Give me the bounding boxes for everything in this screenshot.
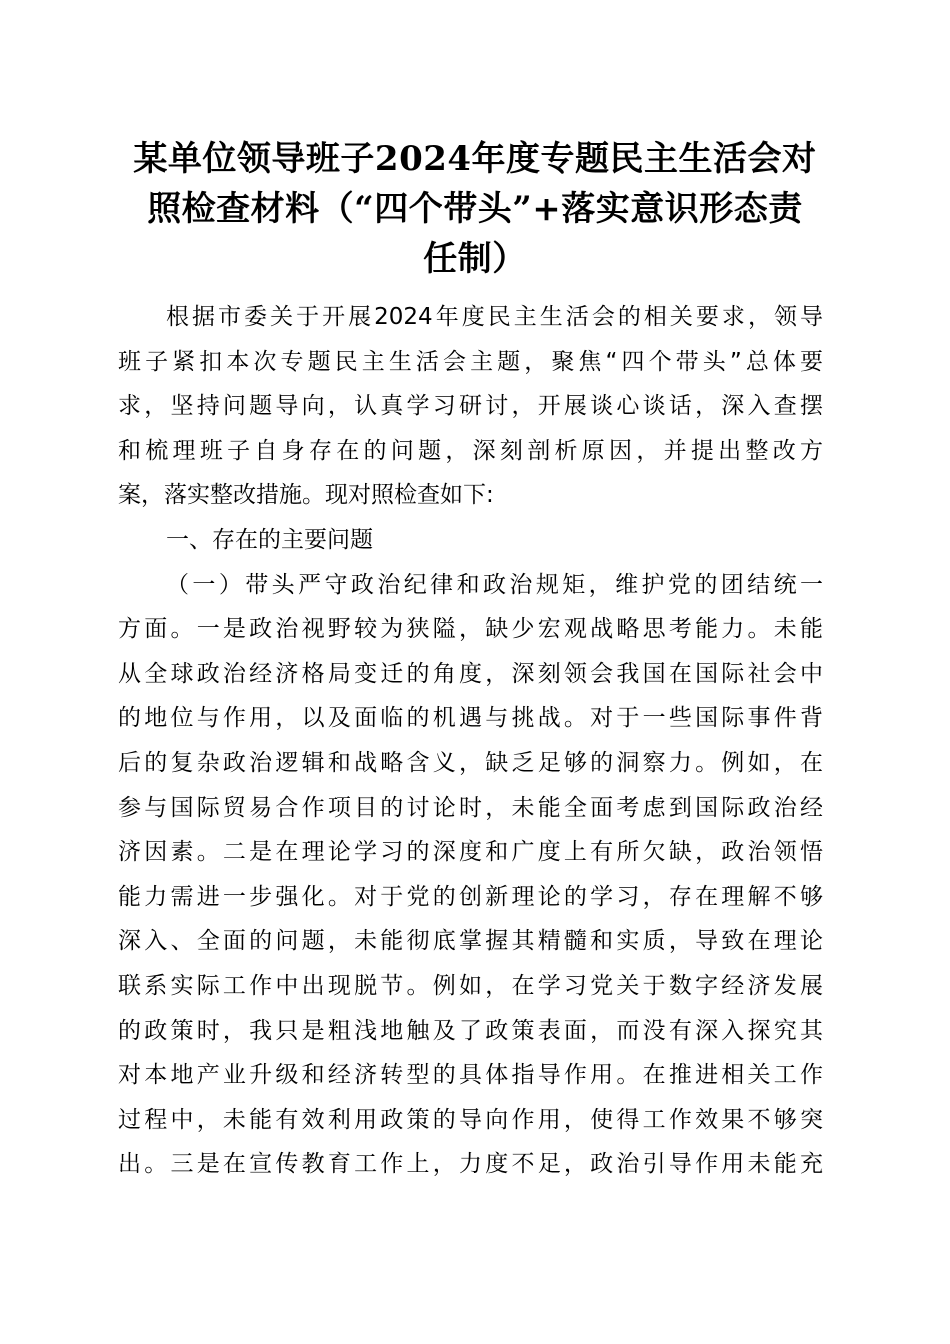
text-line: 参与国际贸易合作项目的讨论时，未能全面考虑到国际政治经: [118, 794, 823, 821]
text-line: 的地位与作用，以及面临的机遇与挑战。对于一些国际事件背: [118, 705, 823, 732]
text-line: 方面。一是政治视野较为狭隘，缺少宏观战略思考能力。未能: [118, 616, 823, 643]
text-line: 根据市委关于开展2024年度民主生活会的相关要求，领导: [166, 304, 823, 330]
text-line: 求，坚持问题导向，认真学习研讨，开展谈心谈话，深入查摆: [118, 393, 823, 420]
text-line: 班子紧扣本次专题民主生活会主题，聚焦“四个带头”总体要: [118, 348, 823, 375]
text-line: 深入、全面的问题，未能彻底掌握其精髓和实质，导致在理论: [118, 928, 823, 955]
text-line: 和梳理班子自身存在的问题，深刻剖析原因，并提出整改方: [118, 437, 823, 464]
document-title: [110, 134, 840, 284]
title-line-1: 某单位领导班子2024年度专题民主生活会对: [133, 139, 817, 179]
section-heading: 一、存在的主要问题: [166, 526, 373, 553]
title-line-2: 照检查材料（“四个带头”+落实意识形态责: [147, 189, 803, 229]
document-body: [118, 295, 823, 1187]
text-line: 从全球政治经济格局变迁的角度，深刻领会我国在国际社会中: [118, 660, 823, 687]
text-line: 过程中，未能有效利用政策的导向作用，使得工作效果不够突: [118, 1106, 823, 1133]
text-line: 的政策时，我只是粗浅地触及了政策表面，而没有深入探究其: [118, 1017, 823, 1044]
text-line: 能力需进一步强化。对于党的创新理论的学习，存在理解不够: [118, 883, 823, 910]
title-line-3: 任制）: [423, 239, 527, 279]
text-line: 联系实际工作中出现脱节。例如，在学习党关于数字经济发展: [118, 972, 823, 999]
section-paragraph: [118, 563, 823, 1187]
text-line: 对本地产业升级和经济转型的具体指导作用。在推进相关工作: [118, 1062, 823, 1089]
text-line: 济因素。二是在理论学习的深度和广度上有所欠缺，政治领悟: [118, 839, 823, 866]
text-line: 出。三是在宣传教育工作上，力度不足，政治引导作用未能充: [118, 1151, 823, 1178]
text-line: 案，落实整改措施。现对照检查如下:: [118, 482, 494, 509]
text-line: 后的复杂政治逻辑和战略含义，缺乏足够的洞察力。例如，在: [118, 749, 823, 776]
text-line: （一）带头严守政治纪律和政治规矩，维护党的团结统一: [166, 571, 823, 598]
intro-paragraph: [118, 295, 823, 518]
